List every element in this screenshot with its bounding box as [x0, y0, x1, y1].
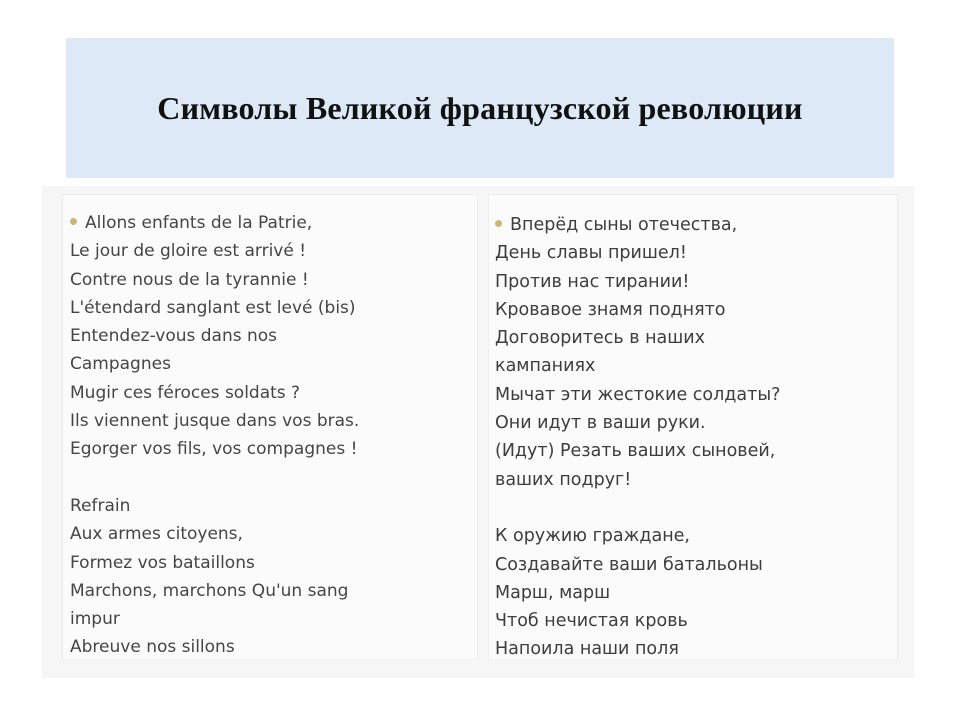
- russian-lyric-line: [495, 324, 897, 352]
- russian-lyric-line: [495, 437, 897, 465]
- lyrics-image: [42, 186, 914, 678]
- russian-lyric-line: [495, 381, 897, 409]
- russian-lyric-line-text: Создавайте ваши батальоны: [495, 554, 763, 575]
- french-lyric-line: [70, 209, 477, 237]
- russian-lyric-line-text: К оружию граждане,: [495, 526, 690, 547]
- russian-lyric-line-text: Кровавое знамя поднято: [495, 299, 726, 320]
- french-lyric-line: [70, 633, 477, 661]
- french-lyric-line: [70, 464, 477, 492]
- french-lyric-line: [70, 577, 477, 605]
- russian-lyric-line: [495, 239, 897, 267]
- french-lyric-line-text: Campagnes: [70, 354, 171, 375]
- russian-lyric-line-text: Вперёд сыны отечества,: [510, 215, 738, 235]
- french-lyric-line-text: Refrain: [70, 495, 131, 516]
- french-lyric-line-text: Le jour de gloire est arrivé !: [70, 241, 307, 262]
- russian-lyric-line: [495, 579, 897, 607]
- french-lyric-line-text: Contre nous de la tyrannie !: [70, 269, 309, 290]
- bullet-icon: [70, 218, 77, 225]
- french-lyric-line-text: Ils viennent jusque dans vos bras.: [70, 411, 360, 432]
- french-lyrics-column: [62, 194, 478, 660]
- french-lyric-line: [70, 266, 477, 294]
- russian-lyric-line-text: ваших подруг!: [495, 469, 632, 490]
- french-lyric-line-text: Aux armes citoyens,: [70, 524, 243, 545]
- french-lyric-line: [70, 492, 477, 520]
- french-lyric-line-text: Marchons, marchons Qu'un sang: [70, 580, 349, 601]
- french-lyric-line: [70, 407, 477, 435]
- russian-lyric-line: [495, 409, 897, 437]
- french-lyric-line-text: impur: [70, 609, 120, 630]
- french-lyric-line-text: L'étendard sanglant est levé (bis): [70, 297, 356, 318]
- french-lyric-line: [70, 435, 477, 463]
- title-banner: [66, 38, 894, 178]
- russian-lyrics-column: [488, 194, 898, 660]
- french-lyric-line-text: Egorger vos fils, vos compagnes !: [70, 439, 358, 460]
- bullet-icon: [495, 220, 502, 227]
- french-lyric-line: [70, 322, 477, 350]
- russian-lyric-line-text: Они идут в ваши руки.: [495, 413, 706, 434]
- russian-lyric-line: [495, 635, 897, 663]
- french-lyric-line-text: Entendez-vous dans nos: [70, 326, 278, 347]
- russian-lyric-line-text: Мычат эти жестокие солдаты?: [495, 384, 781, 405]
- french-lyric-line: [70, 520, 477, 548]
- french-lyric-line: [70, 379, 477, 407]
- russian-lyric-line: [495, 607, 897, 635]
- french-lyric-line: [70, 350, 477, 378]
- russian-lyric-line-text: Против нас тирании!: [495, 271, 690, 292]
- russian-lyric-line-text: Договоритесь в наших: [495, 328, 706, 349]
- russian-lyric-line-text: кампаниях: [495, 356, 596, 377]
- slide-title: Символы Великой французской революции: [157, 89, 803, 126]
- russian-lyric-line-text: Марш, марш: [495, 582, 611, 603]
- russian-lyric-line: [495, 494, 897, 522]
- russian-lyric-line: [495, 268, 897, 296]
- russian-lyric-line: [495, 551, 897, 579]
- french-lyric-line: [70, 605, 477, 633]
- french-lyric-line: [70, 549, 477, 577]
- russian-lyric-line: [495, 522, 897, 550]
- russian-lyric-line-text: Напоила наши поля: [495, 639, 679, 660]
- french-lyric-line-text: Formez vos bataillons: [70, 552, 255, 573]
- russian-lyric-line-text: День славы пришел!: [495, 243, 687, 264]
- russian-lyric-line: [495, 296, 897, 324]
- russian-lyric-line-text: (Идут) Резать ваших сыновей,: [495, 441, 776, 462]
- french-lyric-line-text: Allons enfants de la Patrie,: [85, 213, 313, 233]
- russian-lyric-line: [495, 211, 897, 239]
- french-lyric-line: [70, 237, 477, 265]
- french-lyric-line-text: Mugir ces féroces soldats ?: [70, 382, 301, 403]
- russian-lyric-line: [495, 352, 897, 380]
- russian-lyric-line-text: Чтоб нечистая кровь: [495, 611, 688, 632]
- russian-lyric-line: [495, 466, 897, 494]
- french-lyric-line: [70, 294, 477, 322]
- french-lyric-line-text: Abreuve nos sillons: [70, 637, 235, 658]
